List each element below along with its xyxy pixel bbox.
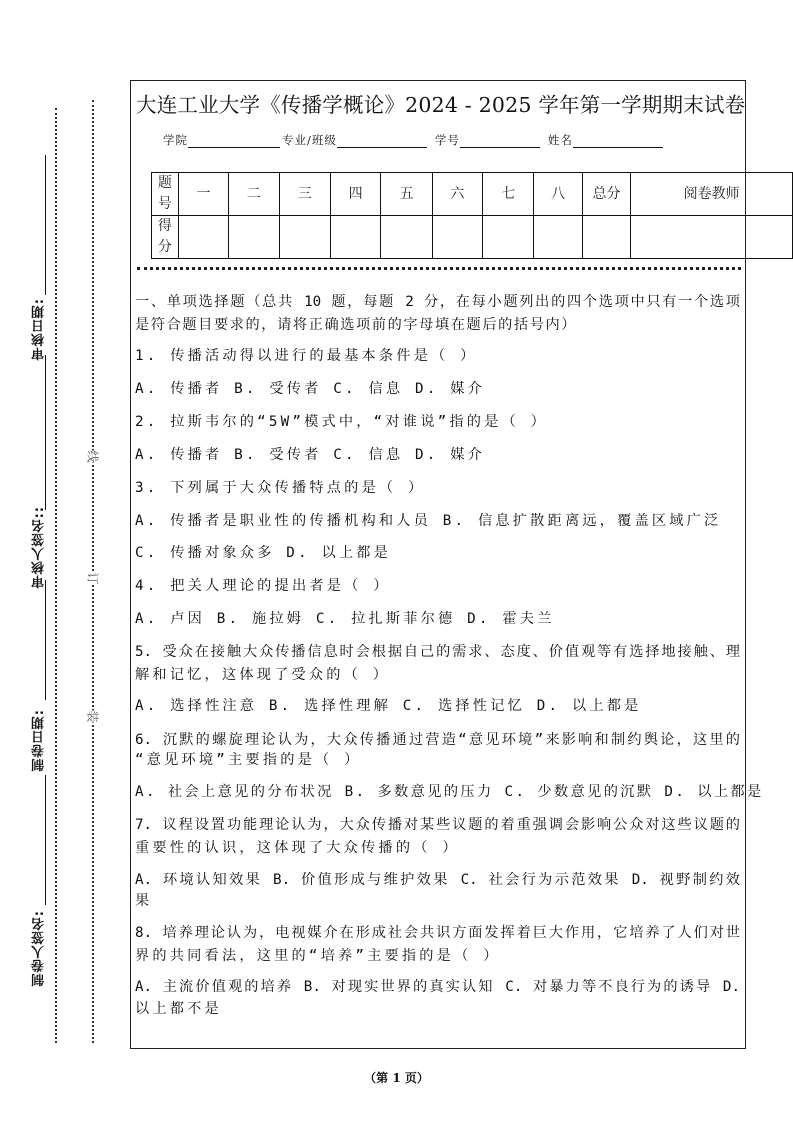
student-info-row [163,132,663,148]
college-field[interactable] [188,134,280,148]
score-cell[interactable] [178,216,228,259]
score-cell[interactable] [582,216,630,259]
question-8-options-cont: 以上都不是 [135,1001,222,1017]
binding-mark-install: 装 [85,710,100,723]
binding-mark-order: 订 [85,572,100,585]
score-cell[interactable] [432,216,482,259]
reviewer-sign-label: 审核人签名:: [32,506,47,589]
question-3: 3. 下列属于大众传播特点的是（ ） [135,480,426,496]
name-label: 姓名 [547,133,573,147]
question-5-options: A. 选择性注意 B. 选择性理解 C. 选择性记忆 D. 以上都是 [135,698,642,714]
col-6: 六 [432,173,482,216]
question-2: 2. 拉斯韦尔的“5W”模式中，“对谁说”指的是（ ） [135,414,549,430]
question-5-line2: 解和记忆，这体现了受众的（ ） [135,667,391,683]
student-id-label: 学号 [434,133,460,147]
col-total: 总分 [582,173,630,216]
question-4-options: A. 卢因 B. 施拉姆 C. 拉扎斯菲尔德 D. 霍夫兰 [135,611,555,627]
maker-sign-line [45,775,46,905]
question-8-options: A. 主流价值观的培养 B. 对现实世界的真实认知 C. 对暴力等不良行为的诱导 D. [135,979,740,995]
question-8-line1: 8. 培养理论认为，电视媒介在形成社会共识方面发挥着巨大作用，它培养了人们对世 [135,925,740,941]
maker-date-label: 制卷日期: [32,709,47,772]
question-2-options: A. 传播者 B. 受传者 C. 信息 D. 媒介 [135,447,485,463]
score-cell[interactable] [330,216,380,259]
question-1: 1. 传播活动得以进行的最基本条件是（ ） [135,348,478,364]
score-table [151,172,793,259]
col-3: 三 [279,173,330,216]
col-5: 五 [381,173,432,216]
question-7-line1: 7. 议程设置功能理论认为，大众传播对某些议题的着重强调会影响公众对这些议题的 [135,817,740,833]
score-cell[interactable] [229,216,279,259]
col-1: 一 [178,173,228,216]
row-label-question-no: 题号 [152,173,179,216]
binding-dotted-line-inner [55,108,57,1043]
reviewer-sign-line [45,355,46,510]
question-5-line1: 5. 受众在接触大众传播信息时会根据自己的需求、态度、价值观等有选择地接触、理 [135,644,740,660]
col-7: 七 [483,173,534,216]
header-separator [137,267,741,270]
page-number: （第 1 页） [364,1071,429,1085]
col-2: 二 [229,173,279,216]
question-3-options-cont: C. 传播对象众多 D. 以上都是 [135,545,392,561]
score-table-score-row [152,216,793,259]
binding-mark-line: 线 [85,450,100,463]
score-cell[interactable] [279,216,330,259]
question-7-options-cont: 果 [135,893,153,909]
col-grader: 阅卷教师 [631,173,793,216]
score-cell[interactable] [534,216,582,259]
review-date-label: 审核日期: [32,298,47,361]
college-label: 学院 [163,133,188,147]
student-id-field[interactable] [460,134,540,148]
name-field[interactable] [573,134,663,148]
question-8-line2: 界的共同看法，这里的“培养”主要指的是（ ） [135,948,501,964]
score-table-header-row [152,173,793,216]
col-4: 四 [330,173,380,216]
maker-sign-label: 制卷人签名: [32,910,47,987]
question-6-options: A. 社会上意见的分布状况 B. 多数意见的压力 C. 少数意见的沉默 D. 以上都是 [135,784,764,800]
section-heading-line1: 一、单项选择题（总共 10 题，每题 2 分，在每小题列出的四个选项中只有一个选项 [135,294,740,310]
score-cell[interactable] [631,216,793,259]
score-cell[interactable] [381,216,432,259]
question-1-options: A. 传播者 B. 受传者 C. 信息 D. 媒介 [135,381,485,397]
section-heading-line2: 是符合题目要求的，请将正确选项前的字母填在题后的括号内） [135,317,578,333]
question-6-line2: “意见环境”主要指的是（ ） [135,752,362,768]
col-8: 八 [534,173,582,216]
question-6-line1: 6. 沉默的螺旋理论认为，大众传播通过营造“意见环境”来影响和制约舆论，这里的 [135,732,740,748]
score-cell[interactable] [483,216,534,259]
exam-title: 大连工业大学《传播学概论》2024 - 2025 学年第一学期期末试卷 [136,93,746,117]
maker-date-gap-line [45,580,46,700]
row-label-score: 得分 [152,216,179,259]
question-7-line2: 重要性的认识，这体现了大众传播的（ ） [135,840,460,856]
major-class-field[interactable] [337,134,427,148]
review-date-line [45,155,46,295]
question-3-options: A. 传播者是职业性的传播机构和人员 B. 信息扩散距离远，覆盖区域广泛 [135,513,722,529]
question-7-options: A. 环境认知效果 B. 价值形成与维护效果 C. 社会行为示范效果 D. 视野制约效 [135,872,740,888]
question-4: 4. 把关人理论的提出者是（ ） [135,578,391,594]
major-class-label: 专业/班级 [282,133,337,147]
